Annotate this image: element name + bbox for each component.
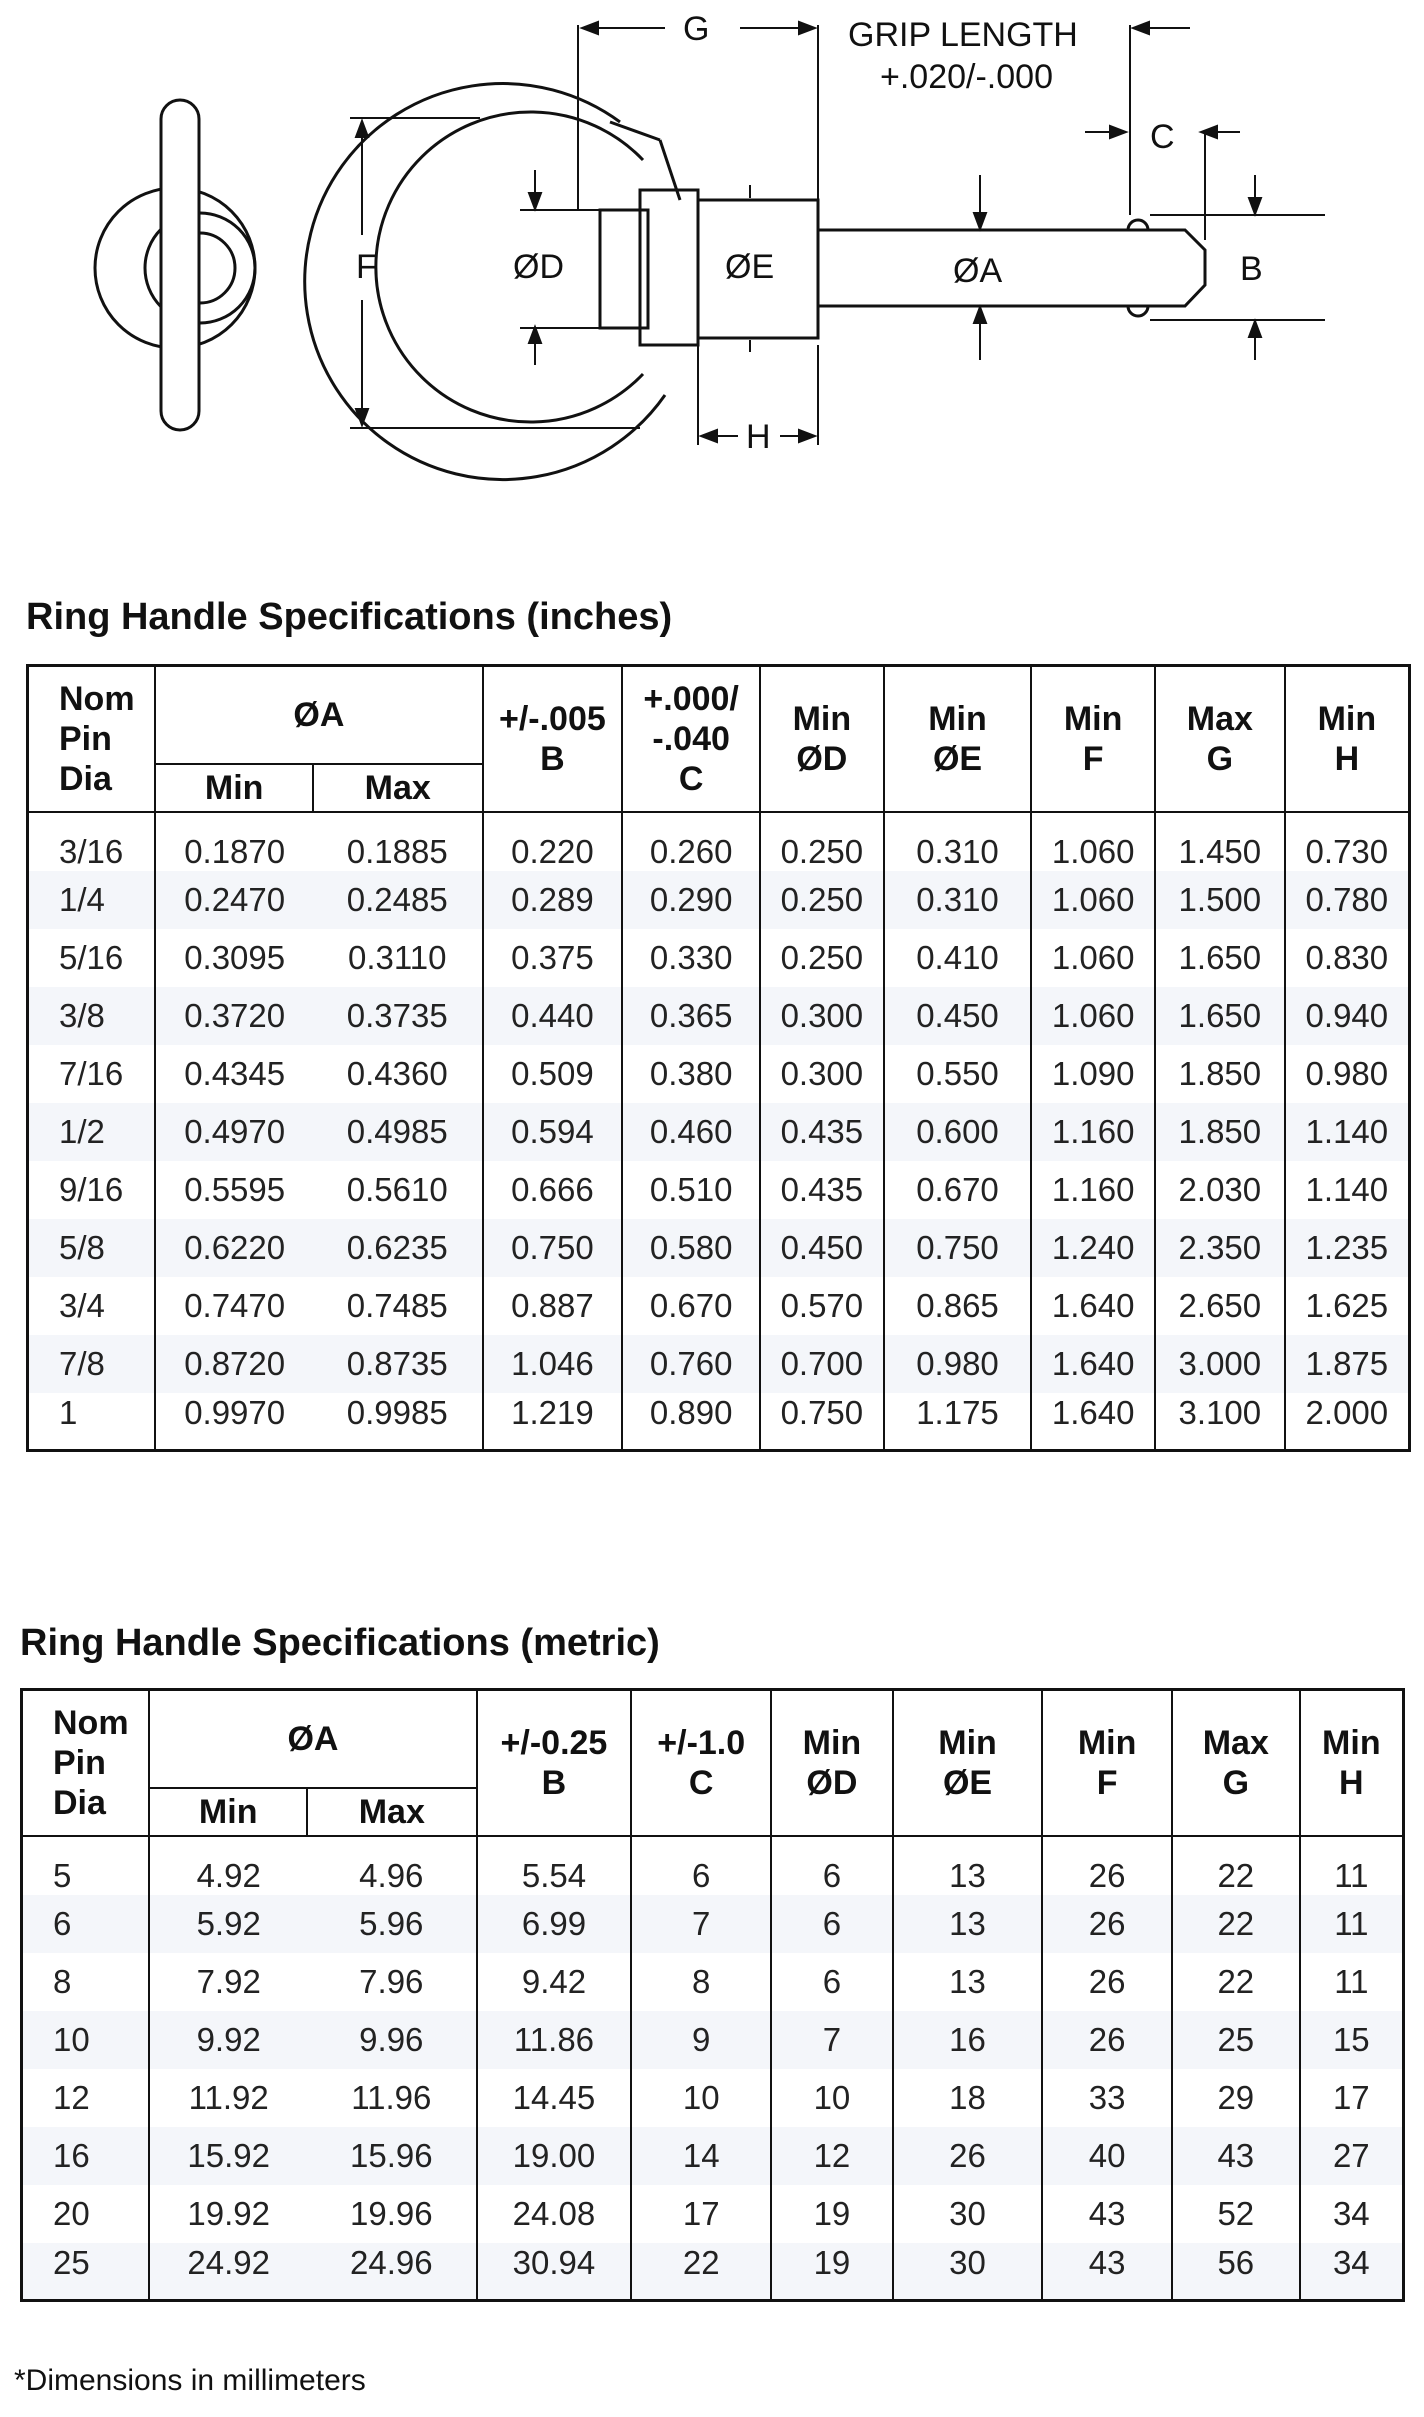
cell-g: 25 [1172, 2011, 1300, 2069]
cell-g: 52 [1172, 2185, 1300, 2243]
cell-a-min: 0.1870 [155, 812, 313, 871]
cell-h: 11 [1300, 1836, 1404, 1895]
cell-h: 34 [1300, 2243, 1404, 2301]
cell-a-max: 15.96 [307, 2127, 477, 2185]
header-b [477, 1690, 632, 1836]
header-line: Min [792, 699, 852, 738]
dim-label-a: ØA [953, 252, 1003, 290]
cell-a-max: 0.4985 [313, 1103, 483, 1161]
cell-nom-pin-dia: 1/2 [28, 1103, 156, 1161]
metric-table-body [22, 1836, 1404, 2301]
cell-b: 0.509 [483, 1045, 623, 1103]
cell-b: 14.45 [477, 2069, 632, 2127]
table-row [28, 871, 1410, 929]
cell-a-min: 0.4345 [155, 1045, 313, 1103]
dim-label-grip-length: GRIP LENGTH [848, 16, 1078, 54]
cell-f: 43 [1042, 2243, 1172, 2301]
cell-g: 2.350 [1155, 1219, 1285, 1277]
cell-b: 6.99 [477, 1895, 632, 1953]
header-a-max: Max [307, 1788, 477, 1836]
cell-h: 1.625 [1285, 1277, 1410, 1335]
cell-d: 0.250 [760, 871, 884, 929]
cell-a-max: 0.3110 [313, 929, 483, 987]
cell-f: 1.060 [1031, 812, 1155, 871]
header-line: H [1339, 1763, 1364, 1802]
table-row [28, 1393, 1410, 1451]
cell-a-max: 0.8735 [313, 1335, 483, 1393]
cell-a-max: 7.96 [307, 1953, 477, 2011]
cell-c: 7 [631, 1895, 771, 1953]
cell-a-min: 0.5595 [155, 1161, 313, 1219]
cell-a-max: 0.4360 [313, 1045, 483, 1103]
header-line: Min [928, 699, 987, 738]
cell-nom-pin-dia: 5 [22, 1836, 150, 1895]
header-line: C [688, 1763, 714, 1802]
cell-e: 0.865 [884, 1277, 1032, 1335]
cell-nom-pin-dia: 5/16 [28, 929, 156, 987]
footnote: *Dimensions in millimeters [14, 2364, 366, 2397]
cell-d: 19 [771, 2243, 893, 2301]
cell-a-min: 0.8720 [155, 1335, 313, 1393]
cell-a-max: 5.96 [307, 1895, 477, 1953]
header-h [1285, 666, 1410, 812]
cell-c: 8 [631, 1953, 771, 2011]
cell-c: 0.510 [622, 1161, 760, 1219]
cell-g: 1.650 [1155, 929, 1285, 987]
cell-d: 0.700 [760, 1335, 884, 1393]
cell-a-min: 9.92 [149, 2011, 307, 2069]
header-line: Min [1077, 1723, 1137, 1762]
cell-e: 0.980 [884, 1335, 1032, 1393]
header-b [483, 666, 623, 812]
cell-a-min: 0.4970 [155, 1103, 313, 1161]
metric-spec-table [20, 1688, 1405, 2302]
cell-d: 0.435 [760, 1161, 884, 1219]
cell-f: 43 [1042, 2185, 1172, 2243]
cell-c: 0.760 [622, 1335, 760, 1393]
cell-f: 26 [1042, 1836, 1172, 1895]
table-row [28, 1277, 1410, 1335]
header-line: ØE [942, 1763, 993, 1802]
header-h [1300, 1690, 1404, 1836]
cell-e: 0.550 [884, 1045, 1032, 1103]
cell-a-max: 0.3735 [313, 987, 483, 1045]
cell-a-max: 19.96 [307, 2185, 477, 2243]
cell-e: 0.750 [884, 1219, 1032, 1277]
cell-a-min: 0.3720 [155, 987, 313, 1045]
cell-e: 13 [893, 1836, 1043, 1895]
header-a-min: Min [155, 764, 313, 812]
cell-h: 0.940 [1285, 987, 1410, 1045]
header-line: Min [938, 1723, 997, 1762]
header-line: Nom [59, 679, 135, 718]
cell-g: 3.100 [1155, 1393, 1285, 1451]
cell-f: 40 [1042, 2127, 1172, 2185]
header-line: -.040 [652, 719, 730, 758]
cell-g: 22 [1172, 1895, 1300, 1953]
header-line: F [1082, 739, 1104, 778]
ring-pin-diagram [0, 0, 1424, 560]
cell-h: 0.780 [1285, 871, 1410, 929]
table-row [28, 929, 1410, 987]
header-line: Dia [59, 759, 112, 798]
cell-nom-pin-dia: 12 [22, 2069, 150, 2127]
cell-b: 0.666 [483, 1161, 623, 1219]
cell-nom-pin-dia: 25 [22, 2243, 150, 2301]
cell-nom-pin-dia: 1 [28, 1393, 156, 1451]
cell-d: 0.750 [760, 1393, 884, 1451]
cell-c: 0.460 [622, 1103, 760, 1161]
cell-f: 1.060 [1031, 871, 1155, 929]
header-line: Min [802, 1723, 862, 1762]
cell-d: 0.250 [760, 812, 884, 871]
cell-a-min: 4.92 [149, 1836, 307, 1895]
cell-nom-pin-dia: 7/16 [28, 1045, 156, 1103]
cell-g: 43 [1172, 2127, 1300, 2185]
cell-a-min: 24.92 [149, 2243, 307, 2301]
cell-f: 1.640 [1031, 1277, 1155, 1335]
table-row [28, 1103, 1410, 1161]
cell-g: 29 [1172, 2069, 1300, 2127]
cell-c: 0.330 [622, 929, 760, 987]
cell-e: 0.450 [884, 987, 1032, 1045]
header-c [622, 666, 760, 812]
cell-c: 0.890 [622, 1393, 760, 1451]
header-line: Nom [53, 1703, 129, 1742]
cell-h: 17 [1300, 2069, 1404, 2127]
cell-d: 12 [771, 2127, 893, 2185]
cell-d: 0.570 [760, 1277, 884, 1335]
cell-nom-pin-dia: 3/16 [28, 812, 156, 871]
cell-a-max: 0.6235 [313, 1219, 483, 1277]
cell-a-min: 7.92 [149, 1953, 307, 2011]
cell-c: 17 [631, 2185, 771, 2243]
header-line: Dia [53, 1783, 106, 1822]
cell-d: 10 [771, 2069, 893, 2127]
header-a-max: Max [313, 764, 483, 812]
cell-a-max: 0.1885 [313, 812, 483, 871]
cell-a-max: 11.96 [307, 2069, 477, 2127]
cell-e: 0.410 [884, 929, 1032, 987]
cell-f: 26 [1042, 1953, 1172, 2011]
metric-table-title: Ring Handle Specifications (metric) [20, 1622, 660, 1664]
cell-b: 1.046 [483, 1335, 623, 1393]
cell-e: 0.310 [884, 812, 1032, 871]
cell-d: 0.300 [760, 1045, 884, 1103]
header-line: +/-1.0 [657, 1723, 746, 1762]
dim-label-e: ØE [725, 248, 775, 286]
dim-label-d: ØD [513, 248, 564, 286]
table-row [22, 2185, 1404, 2243]
cell-a-min: 0.2470 [155, 871, 313, 929]
cell-c: 14 [631, 2127, 771, 2185]
cell-c: 0.580 [622, 1219, 760, 1277]
cell-b: 30.94 [477, 2243, 632, 2301]
cell-g: 22 [1172, 1953, 1300, 2011]
inches-table-title: Ring Handle Specifications (inches) [26, 596, 673, 638]
cell-g: 1.500 [1155, 871, 1285, 929]
cell-nom-pin-dia: 6 [22, 1895, 150, 1953]
header-line: Min [1322, 1723, 1381, 1762]
header-line: Max [1202, 1723, 1269, 1762]
header-line: +/-0.25 [500, 1723, 608, 1762]
cell-a-max: 24.96 [307, 2243, 477, 2301]
cell-a-max: 9.96 [307, 2011, 477, 2069]
cell-h: 1.875 [1285, 1335, 1410, 1393]
header-d [760, 666, 884, 812]
table-row [22, 1895, 1404, 1953]
cell-e: 13 [893, 1895, 1043, 1953]
cell-g: 1.850 [1155, 1045, 1285, 1103]
header-line: ØD [806, 1763, 858, 1802]
header-g [1155, 666, 1285, 812]
header-dia-a: ØA [149, 1690, 476, 1788]
dim-label-g: G [683, 10, 710, 48]
cell-nom-pin-dia: 3/4 [28, 1277, 156, 1335]
cell-c: 0.365 [622, 987, 760, 1045]
header-f [1042, 1690, 1172, 1836]
cell-g: 22 [1172, 1836, 1300, 1895]
cell-c: 6 [631, 1836, 771, 1895]
cell-h: 0.980 [1285, 1045, 1410, 1103]
cell-a-min: 5.92 [149, 1895, 307, 1953]
cell-nom-pin-dia: 3/8 [28, 987, 156, 1045]
cell-nom-pin-dia: 1/4 [28, 871, 156, 929]
cell-d: 7 [771, 2011, 893, 2069]
header-f [1031, 666, 1155, 812]
cell-f: 1.240 [1031, 1219, 1155, 1277]
cell-b: 0.289 [483, 871, 623, 929]
cell-a-min: 19.92 [149, 2185, 307, 2243]
header-a-min: Min [149, 1788, 307, 1836]
header-dia-a: ØA [155, 666, 482, 764]
cell-e: 18 [893, 2069, 1043, 2127]
cell-d: 0.300 [760, 987, 884, 1045]
cell-h: 1.140 [1285, 1103, 1410, 1161]
cell-e: 30 [893, 2243, 1043, 2301]
cell-a-max: 0.7485 [313, 1277, 483, 1335]
cell-e: 26 [893, 2127, 1043, 2185]
cell-g: 1.450 [1155, 812, 1285, 871]
table-row [22, 2011, 1404, 2069]
cell-b: 0.594 [483, 1103, 623, 1161]
cell-a-min: 11.92 [149, 2069, 307, 2127]
cell-a-min: 0.3095 [155, 929, 313, 987]
cell-nom-pin-dia: 5/8 [28, 1219, 156, 1277]
cell-d: 19 [771, 2185, 893, 2243]
cell-f: 33 [1042, 2069, 1172, 2127]
cell-c: 22 [631, 2243, 771, 2301]
cell-h: 1.140 [1285, 1161, 1410, 1219]
cell-f: 1.060 [1031, 987, 1155, 1045]
header-line: Min [1317, 699, 1377, 738]
cell-e: 13 [893, 1953, 1043, 2011]
cell-nom-pin-dia: 8 [22, 1953, 150, 2011]
cell-c: 0.380 [622, 1045, 760, 1103]
cell-c: 0.670 [622, 1277, 760, 1335]
table-row [22, 2243, 1404, 2301]
cell-b: 5.54 [477, 1836, 632, 1895]
cell-g: 56 [1172, 2243, 1300, 2301]
header-line: Max [1186, 699, 1253, 738]
cell-e: 1.175 [884, 1393, 1032, 1451]
cell-f: 1.160 [1031, 1161, 1155, 1219]
cell-b: 1.219 [483, 1393, 623, 1451]
cell-e: 0.310 [884, 871, 1032, 929]
cell-nom-pin-dia: 20 [22, 2185, 150, 2243]
cell-e: 30 [893, 2185, 1043, 2243]
cell-e: 0.670 [884, 1161, 1032, 1219]
table-row [28, 812, 1410, 871]
cell-a-max: 0.9985 [313, 1393, 483, 1451]
cell-d: 6 [771, 1836, 893, 1895]
cell-a-min: 0.9970 [155, 1393, 313, 1451]
cell-f: 1.060 [1031, 929, 1155, 987]
header-line: B [540, 739, 565, 778]
header-line: ØE [932, 739, 983, 778]
header-line: G [1222, 1763, 1250, 1802]
cell-g: 1.650 [1155, 987, 1285, 1045]
cell-h: 1.235 [1285, 1219, 1410, 1277]
header-line: Pin [59, 719, 112, 758]
cell-c: 0.290 [622, 871, 760, 929]
inches-spec-table [26, 664, 1411, 1452]
cell-d: 0.250 [760, 929, 884, 987]
cell-g: 1.850 [1155, 1103, 1285, 1161]
cell-nom-pin-dia: 7/8 [28, 1335, 156, 1393]
table-row [28, 987, 1410, 1045]
cell-b: 11.86 [477, 2011, 632, 2069]
table-row [22, 2069, 1404, 2127]
cell-c: 0.260 [622, 812, 760, 871]
header-nom-pin-dia [28, 666, 156, 812]
header-line: C [678, 759, 704, 798]
cell-d: 0.435 [760, 1103, 884, 1161]
cell-h: 11 [1300, 1895, 1404, 1953]
cell-h: 34 [1300, 2185, 1404, 2243]
dim-label-grip-tolerance: +.020/-.000 [880, 58, 1053, 96]
cell-b: 19.00 [477, 2127, 632, 2185]
cell-f: 26 [1042, 2011, 1172, 2069]
cell-h: 0.830 [1285, 929, 1410, 987]
cell-b: 0.440 [483, 987, 623, 1045]
cell-e: 16 [893, 2011, 1043, 2069]
cell-f: 1.160 [1031, 1103, 1155, 1161]
cell-a-max: 0.2485 [313, 871, 483, 929]
header-d [771, 1690, 893, 1836]
cell-d: 6 [771, 1895, 893, 1953]
header-line: Pin [53, 1743, 106, 1782]
cell-g: 2.030 [1155, 1161, 1285, 1219]
cell-g: 3.000 [1155, 1335, 1285, 1393]
cell-a-min: 15.92 [149, 2127, 307, 2185]
table-row [22, 2127, 1404, 2185]
dim-label-c: C [1150, 118, 1175, 156]
cell-f: 1.640 [1031, 1393, 1155, 1451]
cell-h: 0.730 [1285, 812, 1410, 871]
cell-a-min: 0.7470 [155, 1277, 313, 1335]
table-row [22, 1836, 1404, 1895]
dim-label-b: B [1240, 250, 1263, 288]
ring-side-view [95, 100, 255, 430]
cell-f: 1.640 [1031, 1335, 1155, 1393]
cell-b: 9.42 [477, 1953, 632, 2011]
cell-b: 0.220 [483, 812, 623, 871]
header-line: B [541, 1763, 567, 1802]
cell-nom-pin-dia: 9/16 [28, 1161, 156, 1219]
cell-a-min: 0.6220 [155, 1219, 313, 1277]
header-line: H [1334, 739, 1360, 778]
cell-f: 26 [1042, 1895, 1172, 1953]
pin-a [818, 230, 1205, 306]
cell-h: 11 [1300, 1953, 1404, 2011]
header-e [884, 666, 1032, 812]
cell-d: 6 [771, 1953, 893, 2011]
header-line: Min [1063, 699, 1123, 738]
header-c [631, 1690, 771, 1836]
cell-b: 0.887 [483, 1277, 623, 1335]
inches-table-body [28, 812, 1410, 1451]
cell-a-max: 4.96 [307, 1836, 477, 1895]
header-line: G [1206, 739, 1234, 778]
table-row [28, 1045, 1410, 1103]
cell-g: 2.650 [1155, 1277, 1285, 1335]
cell-e: 0.600 [884, 1103, 1032, 1161]
header-line: F [1096, 1763, 1118, 1802]
cell-nom-pin-dia: 16 [22, 2127, 150, 2185]
header-e [893, 1690, 1043, 1836]
table-row [22, 1953, 1404, 2011]
table-row [28, 1335, 1410, 1393]
header-line: ØD [796, 739, 848, 778]
cell-b: 0.375 [483, 929, 623, 987]
cell-b: 0.750 [483, 1219, 623, 1277]
header-g [1172, 1690, 1300, 1836]
header-line: +.000/ [643, 679, 739, 718]
dim-label-f: F [356, 248, 377, 286]
cell-h: 15 [1300, 2011, 1404, 2069]
cell-h: 27 [1300, 2127, 1404, 2185]
cell-d: 0.450 [760, 1219, 884, 1277]
cell-c: 9 [631, 2011, 771, 2069]
cell-f: 1.090 [1031, 1045, 1155, 1103]
cell-nom-pin-dia: 10 [22, 2011, 150, 2069]
cell-b: 24.08 [477, 2185, 632, 2243]
table-row [28, 1161, 1410, 1219]
table-row [28, 1219, 1410, 1277]
header-line: +/-.005 [498, 699, 606, 738]
cell-h: 2.000 [1285, 1393, 1410, 1451]
header-nom-pin-dia [22, 1690, 150, 1836]
cell-a-max: 0.5610 [313, 1161, 483, 1219]
cell-c: 10 [631, 2069, 771, 2127]
dim-label-h: H [746, 418, 771, 456]
